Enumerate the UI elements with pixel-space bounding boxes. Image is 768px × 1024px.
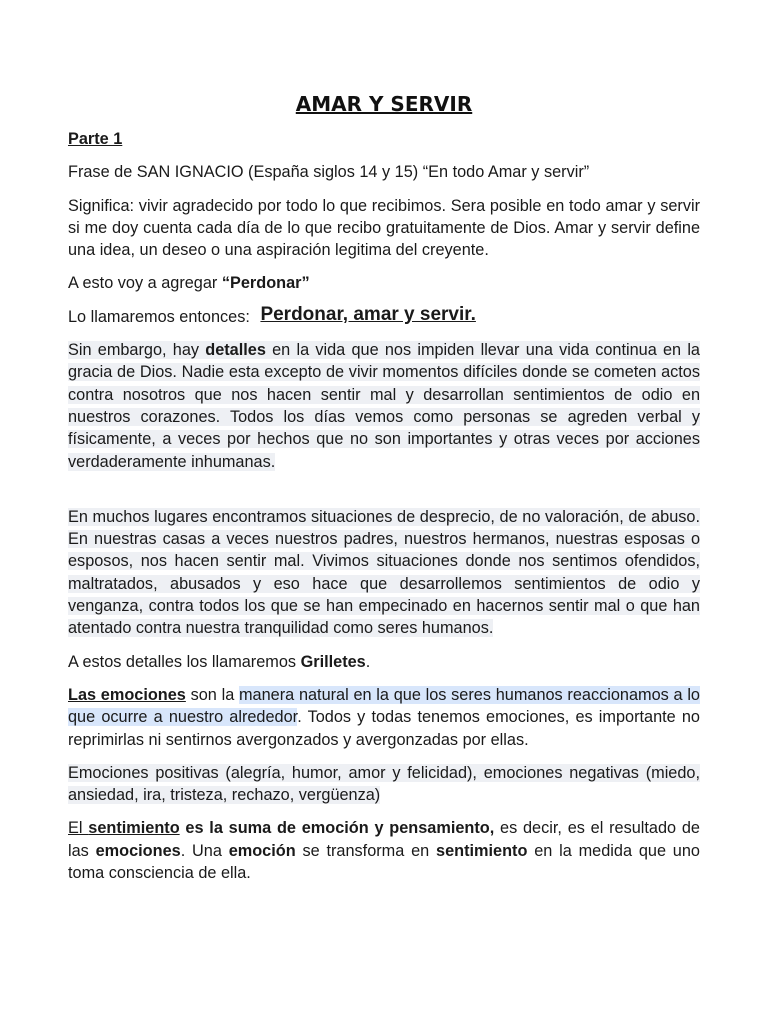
details-term: detalles [205, 341, 266, 360]
document-title: AMAR Y SERVIR [295, 92, 473, 116]
feeling-definition: es la suma de emoción y pensamiento, [179, 819, 495, 838]
paragraph-feeling: El sentimiento es la suma de emoción y pensamiento, es decir, es el resultado de las emociones. Una emoción se transforma en sentimiento en la medida que uno toma consciencia de ella. [68, 819, 700, 883]
forgive-term: “Perdonar” [221, 274, 310, 293]
part-heading [68, 128, 700, 150]
paragraph-shackles: A estos detalles los llamaremos Grilletes. [68, 652, 371, 671]
feeling-term: sentimiento [88, 819, 180, 838]
document-body [68, 128, 700, 895]
paragraph-quote: Frase de SAN IGNACIO (España siglos 14 y 15) “En todo Amar y servir” [68, 163, 590, 182]
motto-phrase: Perdonar, amar y servir. [260, 303, 476, 325]
paragraph-meaning: Significa: vivir agradecido por todo lo que recibimos. Sera posible en todo amar y servir si me doy cuenta cada día de lo que recibo gratuitamente de Dios. Amar y servir define una idea, un deseo o una aspiración legitima del creyente. [68, 196, 700, 260]
highlighted-definition: manera natural en la que los seres humanos reaccionamos a lo que ocurre a nuestro alrededor [68, 685, 700, 727]
paragraph-emotion-types: Emociones positivas (alegría, humor, amor y felicidad), emociones negativas (miedo, ansiedad, ira, tristeza, rechazo, vergüenza) [68, 763, 700, 805]
paragraph-add-forgive: A esto voy a agregar “Perdonar” [68, 274, 310, 293]
paragraph-emotions: Las emociones son la manera natural en la que los seres humanos reaccionamos a lo que ocurre a nuestro alrededor. Todos y todas tenemos emociones, es importante no reprimirlas ni sentirnos avergonzados y avergonzadas por ellas. [68, 685, 700, 749]
paragraph-abuse: En muchos lugares encontramos situaciones de desprecio, de no valoración, de abuso. En nuestras casas a veces nuestros padres, nuestros hermanos, nuestras esposas o esposos, nos hacen sentir mal. Vivimos situaciones donde nos sentimos ofendidos, maltratados, abusados y eso hace que desarrollemos sentimientos de odio y venganza, contra todos los que se han empecinado en hacernos sentir mal o que han atentado contra nuestra tranquilidad como seres humanos. [68, 507, 700, 638]
paragraph-details: Sin embargo, hay detalles en la vida que nos impiden llevar una vida continua en la gracia de Dios. Nadie esta excepto de vivir momentos difíciles donde se cometen actos contra nosotros que nos hacen sentir mal y desarrollan sentimientos de odio en nuestros corazones. Todos los días vemos como personas se agreden verbal y físicamente, a veces por hechos que no son importantes y otras veces por acciones verdaderamente inhumanas. [68, 341, 700, 471]
part-label: Parte 1 [68, 130, 123, 148]
paragraph-call-it: Lo llamaremos entonces: Perdonar, amar y servir. [68, 303, 476, 326]
blank-line [68, 484, 700, 506]
emotions-term: Las emociones [68, 685, 186, 704]
shackles-term: Grilletes [300, 652, 366, 671]
